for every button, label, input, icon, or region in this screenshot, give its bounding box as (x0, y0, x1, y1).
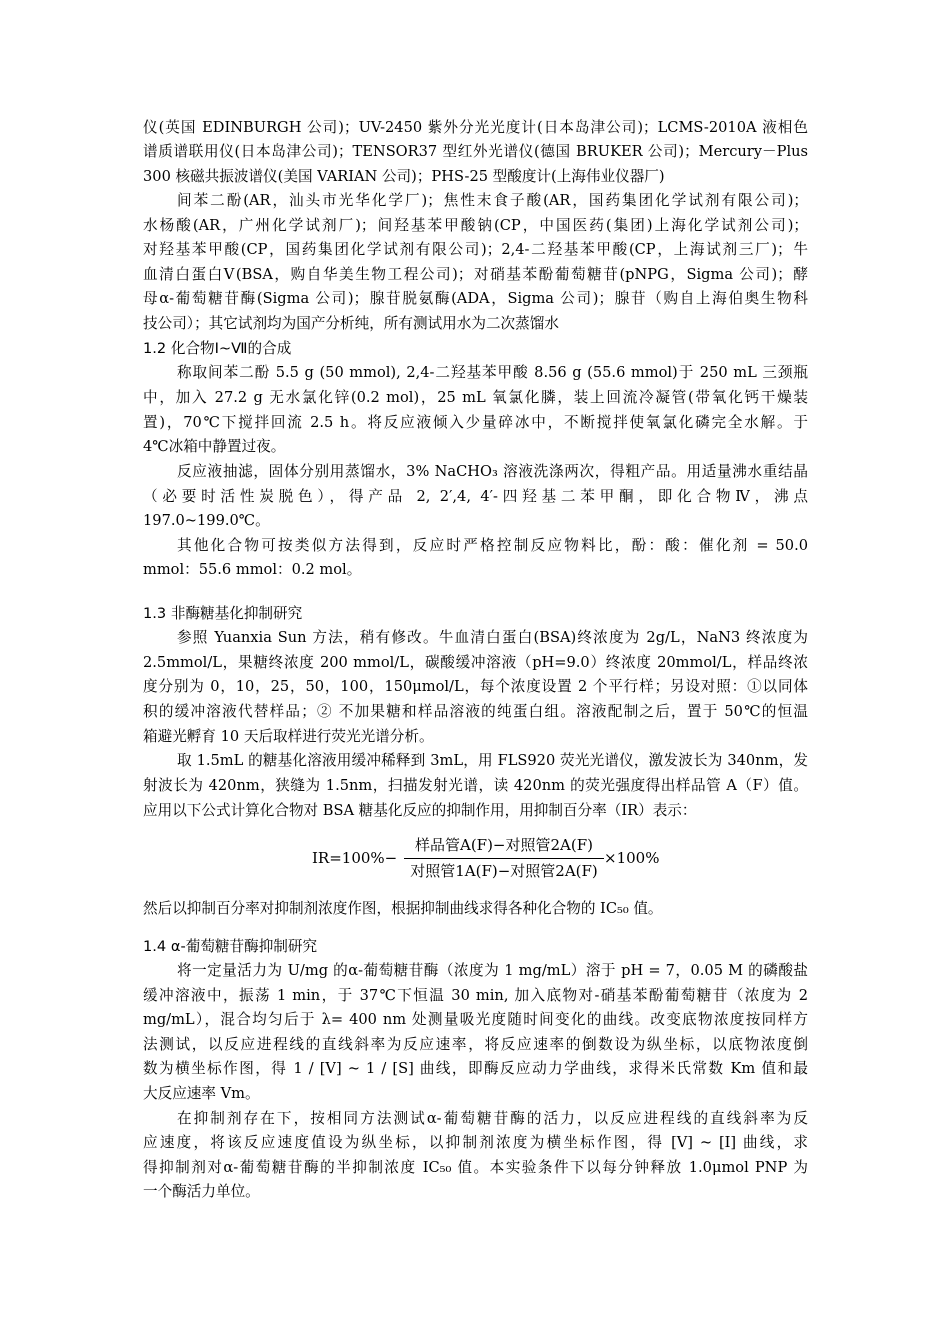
text-line: 4℃冰箱中静置过夜。 (143, 438, 286, 455)
text-line: 箱避光孵育 10 天后取样进行荧光光谱分析。 (143, 728, 434, 745)
formula-denominator: 对照管1A(F)−对照管2A(F) (410, 862, 598, 880)
text-line: 一个酶活力单位。 (143, 1183, 260, 1200)
text-line: 对羟基苯甲酸(CP，国药集团化学试剂有限公司)；2,4-二羟基苯甲酸(CP，上海试剂三厂)；牛 (143, 241, 808, 258)
formula-lhs: IR=100%− (312, 849, 398, 867)
text-line: 称取间苯二酚 5.5 g (50 mmol), 2,4-二羟基苯甲酸 8.56 g (55.6 mmol)于 250 mL 三颈瓶 (177, 364, 808, 381)
text-line: 度分别为 0，10，25，50，100，150μmol/L，每个浓度设置 2 个平行样；另设对照：①以同体 (143, 678, 808, 695)
text-line: mmol：55.6 mmol：0.2 mol。 (143, 561, 362, 578)
text-line: 置)，70℃下搅拌回流 2.5 h。将反应液倾入少量碎冰中，不断搅拌使氧氯化磷完全水解。于 (143, 414, 808, 431)
text-line: 取 1.5mL 的糖基化溶液用缓冲稀释到 3mL，用 FLS920 荧光光谱仪，激发波长为 340nm，发 (177, 752, 808, 769)
text-line: 间苯二酚(AR，汕头市光华化学厂)；焦性末食子酸(AR，国药集团化学试剂有限公司)； (177, 192, 808, 209)
text-line: 然后以抑制百分率对抑制剂浓度作图，根据抑制曲线求得各种化合物的 IC₅₀ 值。 (143, 900, 663, 917)
text-line: 大反应速率 Vm。 (143, 1085, 260, 1102)
text-line: 将一定量活力为 U/mg 的α-葡萄糖苷酶（浓度为 1 mg/mL）溶于 pH = 7，0.05 M 的磷酸盐 (177, 962, 808, 979)
section-heading: 1.2 化合物Ⅰ~Ⅶ的合成 (143, 340, 292, 357)
text-line: 197.0~199.0℃。 (143, 512, 270, 529)
text-line: 积的缓冲溶液代替样品；② 不加果糖和样品溶液的纯蛋白组。溶液配制之后，置于 50℃的恒温 (143, 703, 808, 720)
text-line: 数为横坐标作图，得 1 / [V] ~ 1 / [S] 曲线，即酶反应动力学曲线，求得米氏常数 Km 值和最 (143, 1060, 808, 1077)
text-line: 反应液抽滤，固体分别用蒸馏水，3% NaCHO₃ 溶液洗涤两次，得粗产品。用适量沸水重结晶 (177, 463, 808, 480)
section-heading: 1.4 α-葡萄糖苷酶抑制研究 (143, 938, 318, 955)
text-line: 母α-葡萄糖苷酶(Sigma 公司)；腺苷脱氨酶(ADA，Sigma 公司)；腺苷（购自上海伯奥生物科 (143, 290, 808, 307)
text-line: 技公司）；其它试剂均为国产分析纯，所有测试用水为二次蒸馏水 (143, 315, 559, 332)
text-line: 谱质谱联用仪(日本岛津公司)；TENSOR37 型红外光谱仪(德国 BRUKER 公司)；Mercury－Plus (143, 143, 808, 160)
text-line: 参照 Yuanxia Sun 方法，稍有修改。牛血清白蛋白(BSA)终浓度为 2g/L，NaN3 终浓度为 (177, 629, 808, 646)
formula-rhs: ×100% (604, 849, 660, 867)
text-line: 缓冲溶液中，振荡 1 min，于 37℃下恒温 30 min, 加入底物对-硝基苯酚葡萄糖苷（浓度为 2 (143, 987, 808, 1004)
text-line: 法测试，以反应进程线的直线斜率为反应速率，将反应速率的倒数设为纵坐标，以底物浓度倒 (143, 1036, 808, 1053)
text-line: 水杨酸(AR，广州化学试剂厂)；间羟基苯甲酸钠(CP，中国医药(集团)上海化学试剂公司)； (143, 217, 808, 234)
text-line: 射波长为 420nm，狭缝为 1.5nm，扫描发射光谱，读 420nm 的荧光强度得出样品管 A（F）值。 (143, 777, 808, 794)
text-line: 血清白蛋白Ⅴ(BSA，购自华美生物工程公司)；对硝基苯酚葡萄糖苷(pNPG，Sigma 公司)；酵 (143, 266, 808, 283)
inhibition-rate-formula (312, 834, 660, 884)
text-line: 300 核磁共振波谱仪(美国 VARIAN 公司)；PHS-25 型酸度计(上海伟业仪器厂) (143, 168, 665, 185)
formula-numerator: 样品管A(F)−对照管2A(F) (414, 836, 593, 854)
fraction-bar (404, 858, 604, 859)
text-line: 2.5mmol/L，果糖终浓度 200 mmol/L，碳酸缓冲溶液（pH=9.0）终浓度 20mmol/L，样品终浓 (143, 654, 808, 671)
text-line: （必要时活性炭脱色），得产品 2, 2′,4, 4′-四羟基二苯甲酮，即化合物Ⅳ，沸点 (143, 488, 808, 505)
text-line: 其他化合物可按类似方法得到，反应时严格控制反应物料比，酚：酸：催化剂 = 50.0 (177, 537, 808, 554)
text-line: 应用以下公式计算化合物对 BSA 糖基化反应的抑制作用，用抑制百分率（IR）表示： (143, 802, 697, 819)
text-line: 在抑制剂存在下，按相同方法测试α-葡萄糖苷酶的活力，以反应进程线的直线斜率为反 (177, 1110, 808, 1127)
text-line: 应速度，将该反应速度值设为纵坐标，以抑制剂浓度为横坐标作图，得 [V] ~ [I] 曲线，求 (143, 1134, 808, 1151)
text-line: 中，加入 27.2 g 无水氯化锌(0.2 mol)，25 mL 氧氯化膦，装上回流冷凝管(带氧化钙干燥装 (143, 389, 808, 406)
text-line: 得抑制剂对α-葡萄糖苷酶的半抑制浓度 IC₅₀ 值。本实验条件下以每分钟释放 1.0μmol PNP 为 (143, 1159, 808, 1176)
text-line: mg/mL），混合均匀后于 λ= 400 nm 处测量吸光度随时间变化的曲线。改变底物浓度按同样方 (143, 1011, 808, 1028)
text-line: 仪(英国 EDINBURGH 公司)；UV-2450 紫外分光光度计(日本岛津公司)；LCMS-2010A 液相色 (143, 119, 808, 136)
section-heading: 1.3 非酶糖基化抑制研究 (143, 605, 303, 622)
